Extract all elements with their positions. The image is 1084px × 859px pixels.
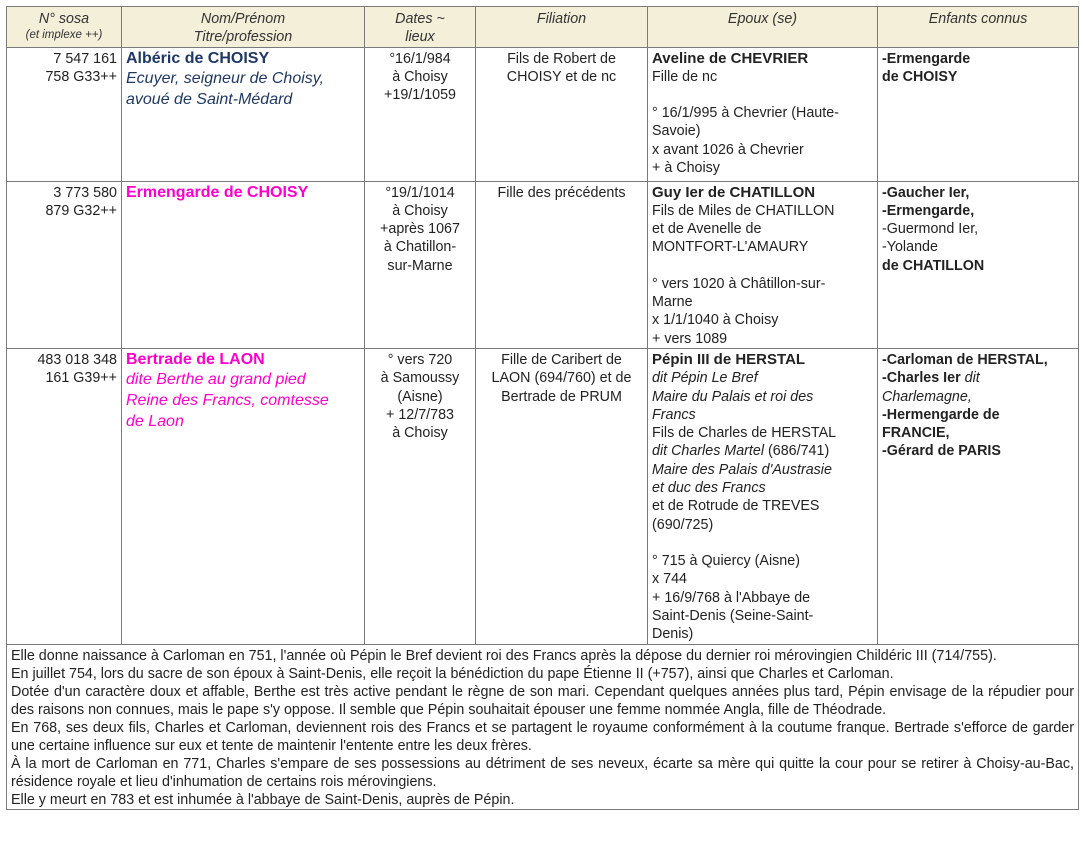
child-line: Charlemagne, (882, 388, 972, 405)
date-line: à Choisy (392, 202, 448, 219)
narrative-row (7, 644, 1079, 809)
header-name-sub: Titre/profession (193, 29, 293, 46)
spouse-line: et de Avenelle de (652, 221, 762, 238)
sosa-cell (7, 181, 122, 348)
spouse-line: Denis) (652, 626, 694, 643)
spouse-line: Francs (652, 406, 696, 423)
filiation-cell (476, 181, 648, 348)
person-title: avoué de Saint-Médard (126, 90, 293, 108)
table-row (7, 47, 1079, 181)
sosa-generation: 161 G39++ (45, 370, 117, 387)
spouse-cell (648, 47, 878, 181)
child-line: -Gérard de PARIS (882, 443, 1001, 460)
header-children-label: Enfants connus (928, 11, 1028, 27)
spouse-line: et duc des Francs (652, 480, 766, 497)
child-line: FRANCIE, (882, 425, 950, 442)
date-line: + 12/7/783 (386, 406, 454, 423)
header-name-label: Nom/Prénom (200, 11, 286, 27)
spouse-line: + 16/9/768 à l'Abbaye de (652, 589, 811, 606)
spouse-line: ° 715 à Quiercy (Aisne) (652, 552, 800, 569)
child-line: -Ermengarde, (882, 202, 975, 219)
person-title: Ecuyer, seigneur de Choisy, (126, 69, 325, 87)
filiation-line: CHOISY et de nc (506, 68, 617, 85)
spouse-line: et de Rotrude de TREVES (652, 498, 820, 515)
spouse-line: ° vers 1020 à Châtillon-sur- (652, 275, 826, 292)
sosa-cell (7, 348, 122, 644)
header-sosa-label: N° sosa (38, 11, 90, 27)
header-spouse-label: Epoux (se) (727, 11, 798, 27)
spouse-line: Fils de Miles de CHATILLON (652, 202, 835, 219)
header-dates (365, 7, 476, 48)
spouse-line: Maire des Palais d'Austrasie (652, 461, 832, 478)
date-line: à Choisy (392, 425, 448, 442)
date-line: °16/1/984 (389, 50, 451, 67)
spouse-nickname: dit Charles Martel (652, 443, 765, 460)
spouse-line: MONTFORT-L'AMAURY (652, 239, 809, 256)
person-title: dite Berthe au grand pied (126, 371, 306, 389)
narrative-paragraph: Elle y meurt en 783 et est inhumée à l'abbaye de Saint-Denis, auprès de Pépin. (11, 791, 515, 808)
sosa-generation: 758 G33++ (45, 68, 117, 85)
date-line: à Chatillon- (383, 239, 457, 256)
name-cell (122, 47, 365, 181)
header-filiation (476, 7, 648, 48)
spouse-line: + à Choisy (652, 160, 720, 177)
filiation-line: Fille des précédents (497, 184, 626, 201)
dates-cell (365, 47, 476, 181)
header-name (122, 7, 365, 48)
spouse-line: x avant 1026 à Chevrier (652, 141, 804, 158)
narrative-paragraph: En 768, ses deux fils, Charles et Carloman, deviennent rois des Francs et se partagent le royaume conformément à la coutume franque. Bertrade s'efforce de garder une certaine influence sur eux et tente de maintenir l'entente entre les deux frères. (11, 719, 1074, 754)
header-children (878, 7, 1079, 48)
header-row (7, 7, 1079, 48)
child-name: -Charles Ier (882, 370, 965, 387)
date-line: +19/1/1059 (384, 87, 456, 104)
name-cell (122, 181, 365, 348)
date-line: à Samoussy (380, 370, 460, 387)
child-line: -Yolande (882, 239, 938, 256)
spouse-cell (648, 348, 878, 644)
date-line: °19/1/1014 (385, 184, 455, 201)
narrative-cell (7, 644, 1079, 809)
filiation-cell (476, 47, 648, 181)
spouse-line: Saint-Denis (Seine-Saint- (652, 607, 814, 624)
spouse-line: dit Pépin Le Bref (652, 370, 758, 387)
genealogy-table (6, 6, 1079, 810)
date-line: ° vers 720 (387, 351, 453, 368)
spacer (652, 86, 873, 104)
spouse-line: x 1/1/1040 à Choisy (652, 312, 779, 329)
spouse-line: + vers 1089 (652, 330, 728, 347)
spacer (652, 534, 873, 552)
filiation-cell (476, 348, 648, 644)
narrative-paragraph: En juillet 754, lors du sacre de son époux à Saint-Denis, elle reçoit la bénédiction du pape Étienne II (+757), ainsi que Charles et Carloman. (11, 665, 894, 682)
spouse-line: Fils de Charles de HERSTAL (652, 425, 837, 442)
date-line: sur-Marne (387, 257, 453, 274)
sosa-cell (7, 47, 122, 181)
date-line: +après 1067 (380, 221, 460, 238)
spouse-years: (686/741) (764, 443, 830, 460)
header-dates-label: Dates ~ (395, 11, 445, 27)
child-line: de CHOISY (882, 68, 958, 85)
sosa-number: 3 773 580 (53, 184, 117, 201)
spouse-line: ° 16/1/995 à Chevrier (Haute- (652, 105, 839, 122)
spouse-line: Fille de nc (652, 68, 718, 85)
spouse-line: Maire du Palais et roi des (652, 388, 814, 405)
header-dates-sub: lieux (405, 29, 435, 46)
spouse-line: (690/725) (652, 516, 714, 533)
person-name: Ermengarde de CHOISY (126, 183, 309, 201)
spouse-name: Guy Ier de CHATILLON (652, 183, 816, 201)
children-cell (878, 47, 1079, 181)
dates-cell (365, 181, 476, 348)
child-nickname-prefix: dit (964, 370, 980, 387)
header-sosa (7, 7, 122, 48)
child-line: -Ermengarde (882, 50, 971, 67)
person-title: Reine des Francs, comtesse (126, 392, 329, 410)
spouse-cell (648, 181, 878, 348)
table-row (7, 348, 1079, 644)
child-line: -Hermengarde de (882, 406, 1000, 423)
genealogy-page (6, 6, 1079, 810)
sosa-number: 7 547 161 (53, 50, 117, 67)
sosa-number: 483 018 348 (37, 351, 117, 368)
date-line: à Choisy (392, 68, 448, 85)
filiation-line: Fille de Caribert de (501, 351, 622, 368)
spouse-line: Savoie) (652, 123, 701, 140)
spouse-line: x 744 (652, 571, 687, 588)
child-line (882, 369, 1074, 387)
sosa-generation: 879 G32++ (45, 202, 117, 219)
child-line: de CHATILLON (882, 257, 985, 274)
child-line: -Carloman de HERSTAL, (882, 351, 1048, 368)
children-cell (878, 181, 1079, 348)
person-name: Bertrade de LAON (126, 350, 265, 368)
filiation-line: Bertrade de PRUM (501, 388, 622, 405)
spouse-name: Pépin III de HERSTAL (652, 350, 806, 368)
spouse-line: Marne (652, 294, 693, 311)
filiation-line: Fils de Robert de (507, 50, 616, 67)
dates-cell (365, 348, 476, 644)
table-row (7, 181, 1079, 348)
date-line: (Aisne) (397, 388, 443, 405)
narrative-paragraph: Dotée d'un caractère doux et affable, Berthe est très active pendant le règne de son mari. Cependant quelques années plus tard, Pépin envisage de la répudier pour des raisons non connues, mais le pape s'y oppose. Il semble que Pépin souhaitait épouser une femme nommée Angla, fille de Théodrade. (11, 683, 1074, 718)
spouse-name: Aveline de CHEVRIER (652, 49, 809, 67)
filiation-line: LAON (694/760) et de (491, 370, 632, 387)
header-spouse (648, 7, 878, 48)
person-title: de Laon (126, 413, 184, 431)
children-cell (878, 348, 1079, 644)
person-name: Albéric de CHOISY (126, 49, 270, 67)
header-filiation-label: Filiation (536, 11, 587, 27)
name-cell (122, 348, 365, 644)
narrative-paragraph: À la mort de Carloman en 771, Charles s'empare de ses possessions au détriment de ses neveux, écarte sa mère qui quitte la cour pour se retirer à Choisy-au-Bac, résidence royale et lieu d'inhumation de certains rois mérovingiens. (11, 755, 1074, 790)
spacer (652, 257, 873, 275)
child-line: -Guermond Ier, (882, 221, 979, 238)
spouse-line (652, 442, 873, 460)
child-line: -Gaucher Ier, (882, 184, 970, 201)
header-sosa-sub: (et implexe ++) (25, 29, 103, 42)
narrative-paragraph: Elle donne naissance à Carloman en 751, l'année où Pépin le Bref devient roi des Francs après la dépose du dernier roi mérovingien Childéric III (714/755). (11, 647, 997, 664)
